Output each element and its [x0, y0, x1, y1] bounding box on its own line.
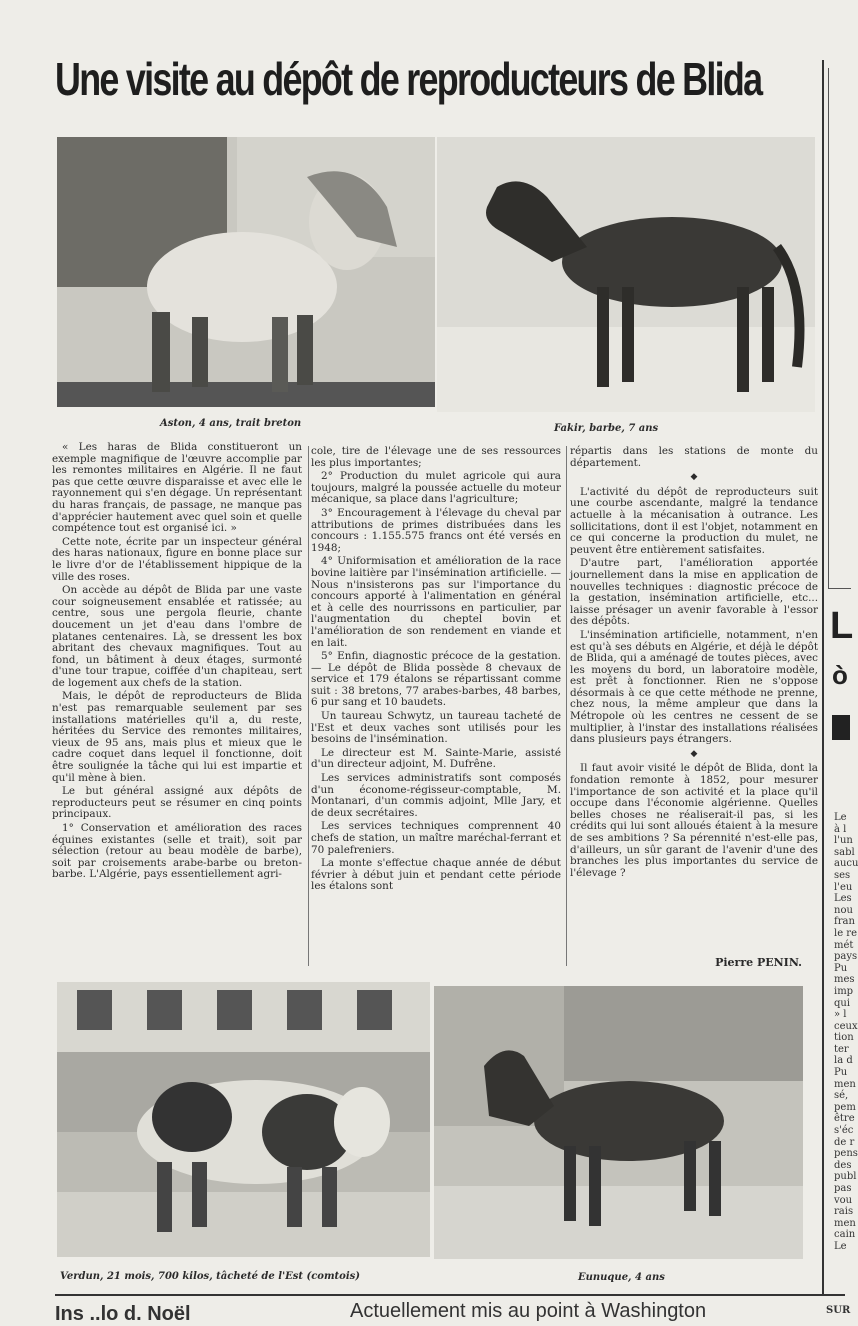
- adjacent-text-fragment: l'eu: [834, 881, 853, 893]
- adjacent-text-fragment: Les: [834, 893, 852, 905]
- bottom-rule: [55, 1294, 845, 1296]
- column-divider: [566, 446, 567, 966]
- adjacent-text-fragment: ceux: [834, 1020, 858, 1032]
- adjacent-text-fragment: pas: [834, 1183, 852, 1194]
- caption-aston: Aston, 4 ans, trait breton: [160, 418, 302, 429]
- paragraph: 3° Encouragement à l'élevage du cheval par attributions de primes distribuées dans les concours : 1.155.575 francs ont été versés en 1948;: [311, 506, 561, 554]
- adjacent-text-fragment: pem: [834, 1101, 856, 1113]
- paragraph: Cette note, écrite par un inspecteur général des haras nationaux, figure en bonne place sur le livre d'or de l'établissement hippique de la ville des roses.: [52, 535, 302, 583]
- column-rule: [822, 60, 824, 1296]
- ornament: ◆: [690, 748, 698, 759]
- adjacent-heading-letter: ò: [832, 660, 848, 690]
- adjacent-text-fragment: s'éc: [834, 1125, 854, 1137]
- ornament: ◆: [690, 472, 698, 483]
- paragraph: « Les haras de Blida constitueront un exemple magnifique de l'œuvre accomplie par les remontes militaires en Algérie. Il ne faut pas que cette œuvre disparaisse et avec elle le rayonnement qui s'en dégage. Un représentant du haras français, de passage, ne manque pas d'apprécier hautement avec quel soin et quelle compétence tout est organisé ici. »: [52, 441, 302, 535]
- article-column-2: [311, 446, 561, 969]
- adjacent-text-fragment: fran: [834, 916, 855, 928]
- paragraph: Le but général assigné aux dépôts de reproducteurs peut se résumer en cinq points principaux.: [52, 785, 302, 821]
- adjacent-text-fragment: le re: [834, 927, 857, 939]
- paragraph: L'insémination artificielle, notamment, n'en est qu'à ses débuts en Algérie, et déjà le dépôt de Blida, qui a aménagé de toutes pièces, avec les moyens du bord, un laboratoire modèle, est prêt à fonctionner. Rien ne s'oppose désormais à ce que cette méthode ne prenne, chez nous, la même ampleur que dans la Métropole où les centres ne cessent de se multiplier, à l'instar des installations réalisées dans plusieurs pays étrangers.: [570, 628, 818, 746]
- adjacent-column-text: [834, 812, 858, 1253]
- paragraph: L'activité du dépôt de reproducteurs suit une courbe ascendante, malgré la tendance actuelle à la mécanisation à outrance. Les sollicitations, dont il est l'objet, notamment en ce qui concerne la production du mulet, ne peuvent être entièrement satisfaites.: [570, 485, 818, 556]
- photo-fakir: [437, 137, 815, 412]
- author-signature: Pierre PENIN.: [715, 956, 802, 969]
- adjacent-text-fragment: être: [834, 1113, 855, 1125]
- adjacent-text-fragment: » l: [834, 1009, 847, 1021]
- adjacent-text-fragment: cain: [834, 1229, 856, 1241]
- paragraph: Les services techniques comprennent 40 chefs de station, un maître maréchal-ferrant et 70 palefreniers.: [311, 820, 561, 856]
- adjacent-text-fragment: Pu: [834, 1067, 848, 1079]
- paragraph: 4° Uniformisation et amélioration de la race bovine laitière par l'insémination artificielle. — Nous n'insisterons pas sur l'importance du concours apporté à l'alimentation en général et à celle des nourrissons en particulier, par l'augmentation du cheptel bovin et l'amélioration de son rendement en viande et en lait.: [311, 555, 561, 649]
- paragraph: Mais, le dépôt de reproducteurs de Blida n'est pas remarquable seulement par ses installations matérielles qu'il a, du reste, héritées du Service des remontes militaires, vieux de 95 ans, mais plus et mieux que le cadre coquet dans lequel il fonctionne, doit être soulignée la tâche qui lui est impartie et qu'il mène à bien.: [52, 690, 302, 784]
- adjacent-text-fragment: l'un: [834, 835, 853, 847]
- adjacent-text-fragment: aucu: [834, 858, 858, 870]
- paragraph: 1° Conservation et amélioration des races équines existantes (selle et trait), soit par sélection (retour au beau modèle de barbe), soit par croisements arabe-barbe ou breton-barbe. L'Algérie, pays essentiellement agri-: [52, 822, 302, 881]
- paragraph: D'autre part, l'amélioration apportée journellement dans la mise en application de nouvelles techniques : diagnostic précoce de la gestation, insémination artificielle, etc... laisse présager un avenir favorable à l'essor des dépôts.: [570, 557, 818, 628]
- adjacent-text-fragment: la d: [834, 1055, 853, 1067]
- caption-fakir: Fakir, barbe, 7 ans: [554, 423, 659, 434]
- article-headline: Une visite au dépôt de reproducteurs de Blida: [55, 53, 762, 105]
- article-column-1: [52, 442, 302, 967]
- adjacent-text-fragment: men: [834, 1078, 856, 1090]
- adjacent-text-fragment: ses: [834, 869, 851, 881]
- adjacent-text-fragment: Le: [834, 812, 847, 823]
- adjacent-text-fragment: mes: [834, 974, 855, 986]
- photo-verdun: [57, 982, 430, 1257]
- photo-aston: [57, 137, 435, 407]
- adjacent-text-fragment: Le: [834, 1240, 847, 1252]
- adjacent-text-fragment: vou: [834, 1194, 853, 1206]
- paragraph: Les services administratifs sont composés d'un économe-régisseur-comptable, M. Montanari, d'un commis adjoint, Mlle Jary, et de deux secrétaires.: [311, 772, 561, 819]
- adjacent-text-fragment: à l: [834, 823, 847, 835]
- paragraph: 5° Enfin, diagnostic précoce de la gestation. — Le dépôt de Blida possède 8 chevaux de service et 179 étalons se répartissant comme suit : 38 bretons, 77 arabes-barbes, 48 barbes, 6 pur sang et 10 baudets.: [311, 650, 561, 709]
- paragraph: cole, tire de l'élevage une de ses ressources les plus importantes;: [311, 445, 561, 469]
- article-column-3: [570, 446, 818, 956]
- next-article-heading-left: Ins ..lo d. Noël: [55, 1303, 191, 1325]
- caption-eunuque: Eunuque, 4 ans: [578, 1272, 665, 1283]
- adjacent-text-fragment: pens: [834, 1148, 858, 1160]
- paragraph: On accède au dépôt de Blida par une vaste cour soigneusement ensablée et ratissée; au centre, sous une pergola fleurie, chante doucement un jet d'eau dans l'ombre de platanes centenaires. Là, se dressent les box abritant des chevaux magnifiques. Tout au fond, un bâtiment à deux étages, surmonté d'une tour trapue, coiffée d'un chapiteau, sert de logement aux chefs de la station.: [52, 584, 302, 689]
- adjacent-text-fragment: men: [834, 1217, 856, 1229]
- adjacent-text-fragment: tion: [834, 1032, 854, 1044]
- paragraph: La monte s'effectue chaque année de début février à début juin et pendant cette période les étalons sont: [311, 857, 561, 893]
- paragraph: répartis dans les stations de monte du département.: [570, 445, 818, 469]
- photo-eunuque: [434, 986, 803, 1259]
- adjacent-text-fragment: Pu: [834, 962, 848, 974]
- adjacent-text-fragment: de r: [834, 1136, 855, 1148]
- paragraph: 2° Production du mulet agricole qui aura toujours, malgré la poussée actuelle du moteur mécanique, sa place dans l'agriculture;: [311, 470, 561, 506]
- adjacent-text-fragment: des: [834, 1159, 852, 1171]
- adjacent-box: [828, 68, 851, 589]
- adjacent-text-fragment: pays: [834, 951, 858, 963]
- adjacent-text-fragment: qui: [834, 997, 851, 1009]
- paragraph: Le directeur est M. Sainte-Marie, assisté d'un directeur adjoint, M. Dufrêne.: [311, 746, 561, 771]
- adjacent-text-fragment: nou: [834, 904, 853, 916]
- adjacent-black-block: [832, 715, 850, 740]
- adjacent-text-fragment: rais: [834, 1206, 854, 1218]
- next-article-heading-right: Actuellement mis au point à Washington: [350, 1300, 707, 1322]
- paragraph: Un taureau Schwytz, un taureau tacheté de l'Est et deux vaches sont utilisés pour les besoins de l'insémination.: [311, 710, 561, 746]
- column-divider: [308, 446, 309, 966]
- adjacent-text-fragment: mét: [834, 939, 854, 951]
- adjacent-text-fragment: publ: [834, 1171, 857, 1183]
- caption-verdun: Verdun, 21 mois, 700 kilos, tâcheté de l'Est (comtois): [60, 1271, 361, 1282]
- adjacent-text-fragment: sé,: [834, 1090, 849, 1102]
- adjacent-text-fragment: ter: [834, 1043, 849, 1055]
- adjacent-heading-letter: L: [830, 605, 854, 647]
- adjacent-text-fragment: imp: [834, 985, 854, 997]
- adjacent-text-fragment: sabl: [834, 846, 855, 858]
- adjacent-corner-label: SUR: [826, 1305, 851, 1316]
- paragraph: Il faut avoir visité le dépôt de Blida, dont la fondation remonte à 1852, pour mesurer l'importance de son activité et la place qu'il occupe dans l'économie algérienne. Quelles belles choses ne réaliserait-il pas, si les crédits qui lui sont alloués étaient à la mesure de ses ambitions ? Sa pérennité n'est-elle pas, d'ailleurs, un sûr garant de l'avenir d'une des branches les plus importantes du service de l'élevage ?: [570, 762, 818, 879]
